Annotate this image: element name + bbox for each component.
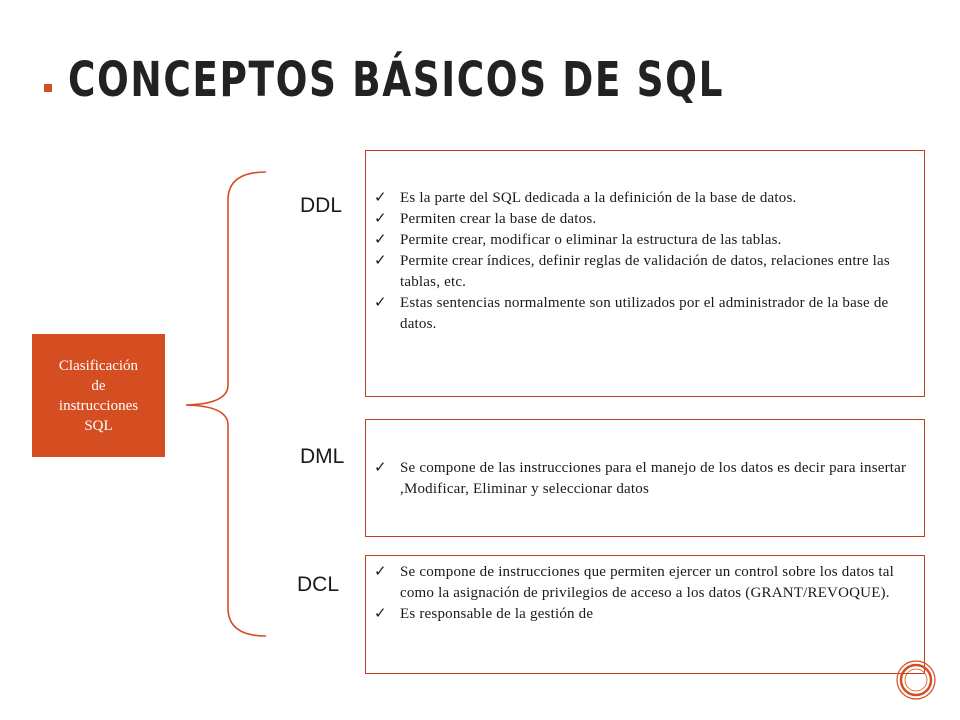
dml-item: ✓ Se compone de las instrucciones para el manejo de los datos es decir para insertar ,Modificar, Eliminar y seleccionar datos: [374, 460, 907, 497]
ddl-item: ✓ Permite crear índices, definir reglas de validación de datos, relaciones entre las tablas, etc.: [374, 253, 890, 290]
ddl-box: [365, 150, 925, 397]
dml-label: DML: [300, 445, 345, 468]
check-icon: ✓: [374, 564, 387, 580]
check-icon: ✓: [374, 211, 387, 227]
dcl-item: ✓ Es responsable de la gestión de: [366, 604, 924, 625]
dcl-item: ✓ Se compone de instrucciones que permiten ejercer un control sobre los datos tal como la asignación de privilegios de acceso a los datos (GRANT/REVOQUE).: [374, 564, 894, 601]
ddl-item: ✓ Estas sentencias normalmente son utilizados por el administrador de la base de datos.: [374, 295, 889, 332]
dml-box: [365, 419, 925, 537]
classification-line: instrucciones: [58, 397, 139, 414]
classification-line: SQL: [84, 417, 113, 434]
classification-line: de: [91, 377, 106, 394]
dcl-label: DCL: [297, 573, 340, 596]
check-icon: ✓: [374, 232, 387, 248]
check-icon: ✓: [374, 190, 387, 206]
slide-number-ornament-icon: [895, 659, 937, 701]
check-icon: ✓: [374, 460, 387, 476]
ddl-label: DDL: [300, 194, 343, 217]
ddl-item: ✓ Es la parte del SQL dedicada a la definición de la base de datos.: [366, 188, 924, 209]
dcl-box: [365, 555, 925, 674]
check-icon: ✓: [374, 253, 387, 269]
classification-line: Clasificación: [58, 357, 139, 374]
check-icon: ✓: [374, 295, 387, 311]
ddl-item: ✓ Permite crear, modificar o eliminar la estructura de las tablas.: [366, 230, 924, 251]
slide-title: CONCEPTOS BÁSICOS DE SQL: [68, 52, 724, 108]
check-icon: ✓: [374, 606, 387, 622]
ddl-item: ✓ Permiten crear la base de datos.: [366, 209, 924, 230]
